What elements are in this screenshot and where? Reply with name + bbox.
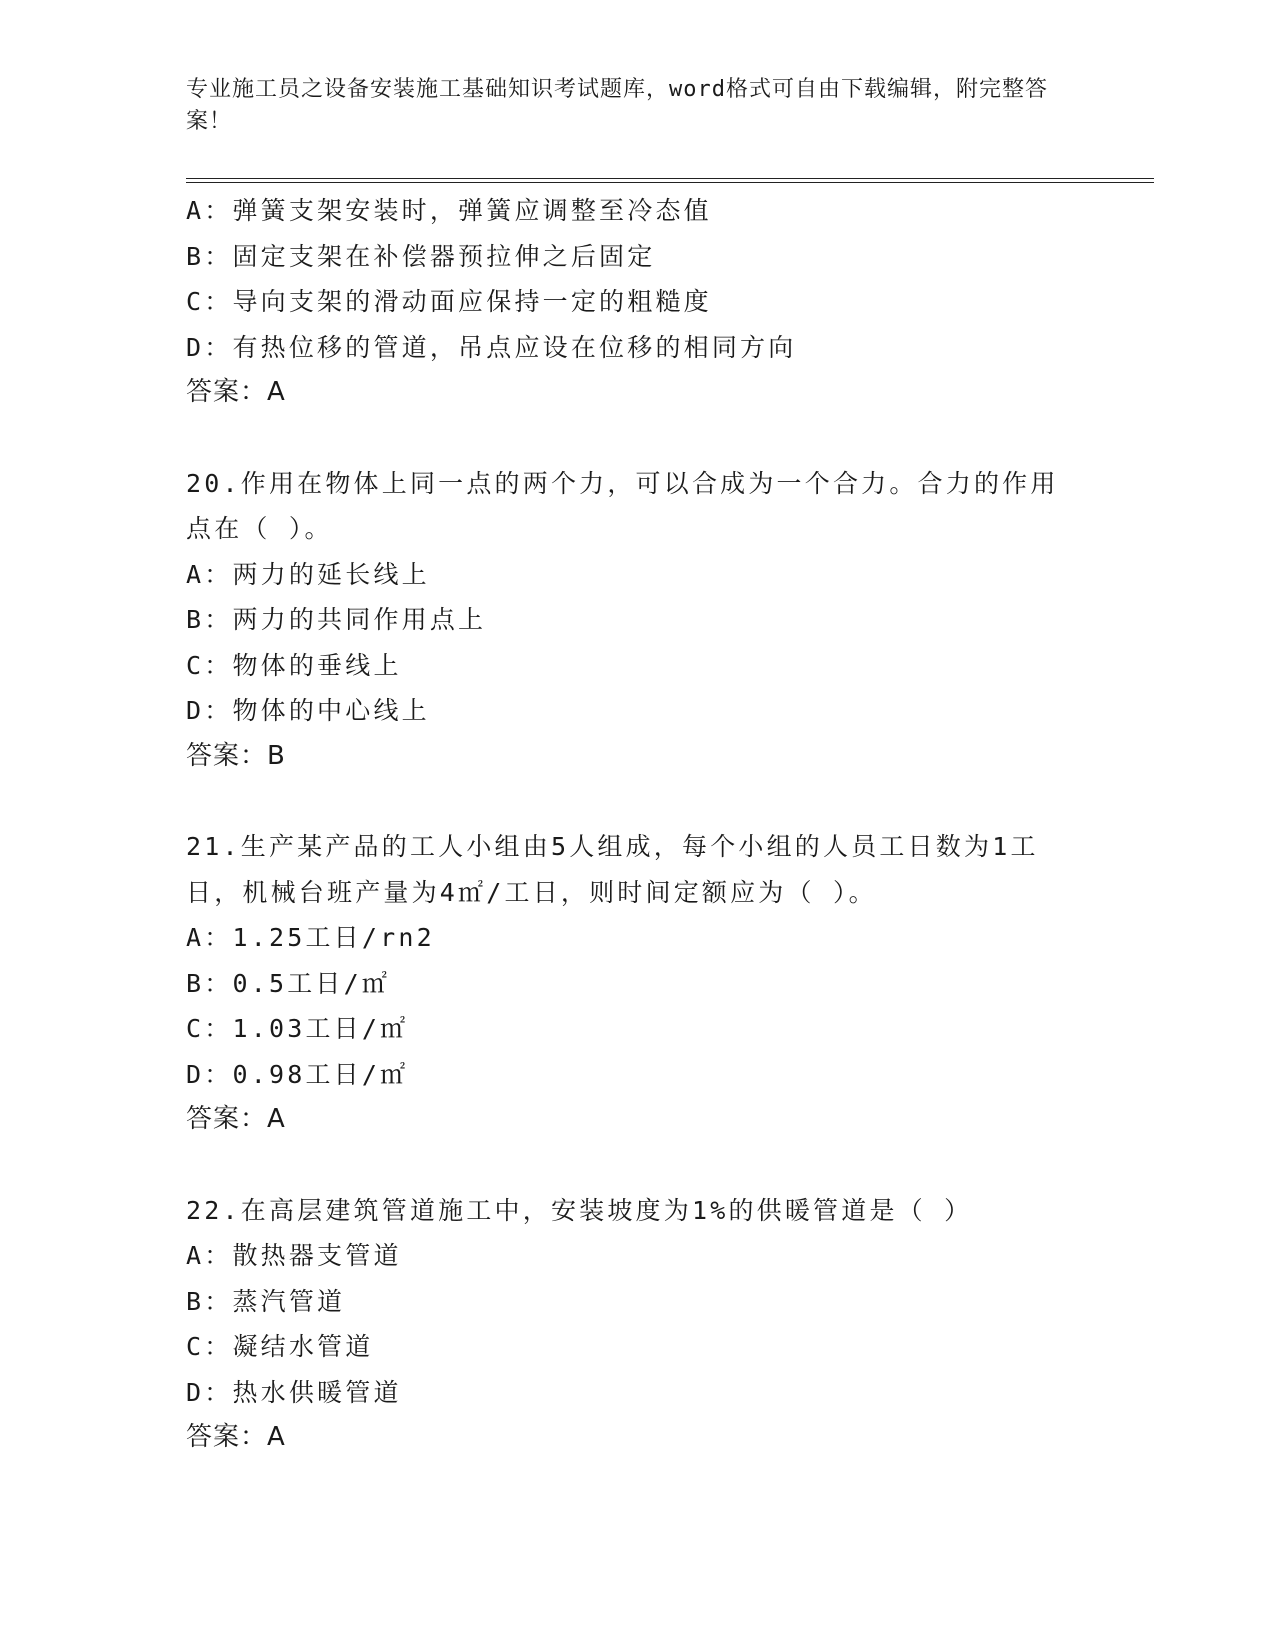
question-block-22: [186, 1188, 1086, 1461]
question-block-20: [186, 461, 1086, 780]
option-a: A：1.25工日/rn2: [186, 923, 435, 952]
option-c: C：导向支架的滑动面应保持一定的粗糙度: [186, 287, 712, 316]
header-divider: [186, 178, 1154, 183]
option-a: A：弹簧支架安装时，弹簧应调整至冷态值: [186, 196, 712, 225]
question-block-19: [186, 188, 1086, 416]
option-b: B：固定支架在补偿器预拉伸之后固定: [186, 241, 656, 271]
option-b: B：两力的共同作用点上: [186, 605, 487, 634]
option-b: B：蒸汽管道: [186, 1286, 346, 1316]
option-d: D：物体的中心线上: [186, 696, 430, 725]
question-stem: 21.生产某产品的工人小组由5人组成，每个小组的人员工日数为1工日，机械台班产量为4㎡/工日，则时间定额应为（ ）。: [186, 832, 1039, 907]
option-c: C：物体的垂线上: [186, 650, 402, 680]
option-d: D：热水供暖管道: [186, 1377, 402, 1407]
option-b: B：0.5工日/㎡: [186, 968, 391, 998]
page-header: 专业施工员之设备安装施工基础知识考试题库，word格式可自由下载编辑，附完整答案！: [186, 77, 1048, 134]
option-a: A：散热器支管道: [186, 1241, 402, 1270]
question-block-21: [186, 824, 1086, 1143]
question-stem: 22.在高层建筑管道施工中，安装坡度为1%的供暖管道是（ ）: [186, 1195, 973, 1225]
question-stem: 20.作用在物体上同一点的两个力，可以合成为一个合力。合力的作用点在（ ）。: [186, 468, 1059, 543]
answer: 答案：A: [186, 1422, 286, 1452]
option-d: D：有热位移的管道，吊点应设在位移的相同方向: [186, 332, 797, 362]
option-d: D：0.98工日/㎡: [186, 1059, 409, 1089]
answer: 答案：A: [186, 377, 286, 407]
option-c: C：凝结水管道: [186, 1332, 374, 1361]
option-c: C：1.03工日/㎡: [186, 1014, 409, 1043]
answer: 答案：B: [186, 740, 286, 771]
question-list: [186, 188, 1086, 1461]
option-a: A：两力的延长线上: [186, 559, 430, 589]
answer: 答案：A: [186, 1104, 286, 1134]
